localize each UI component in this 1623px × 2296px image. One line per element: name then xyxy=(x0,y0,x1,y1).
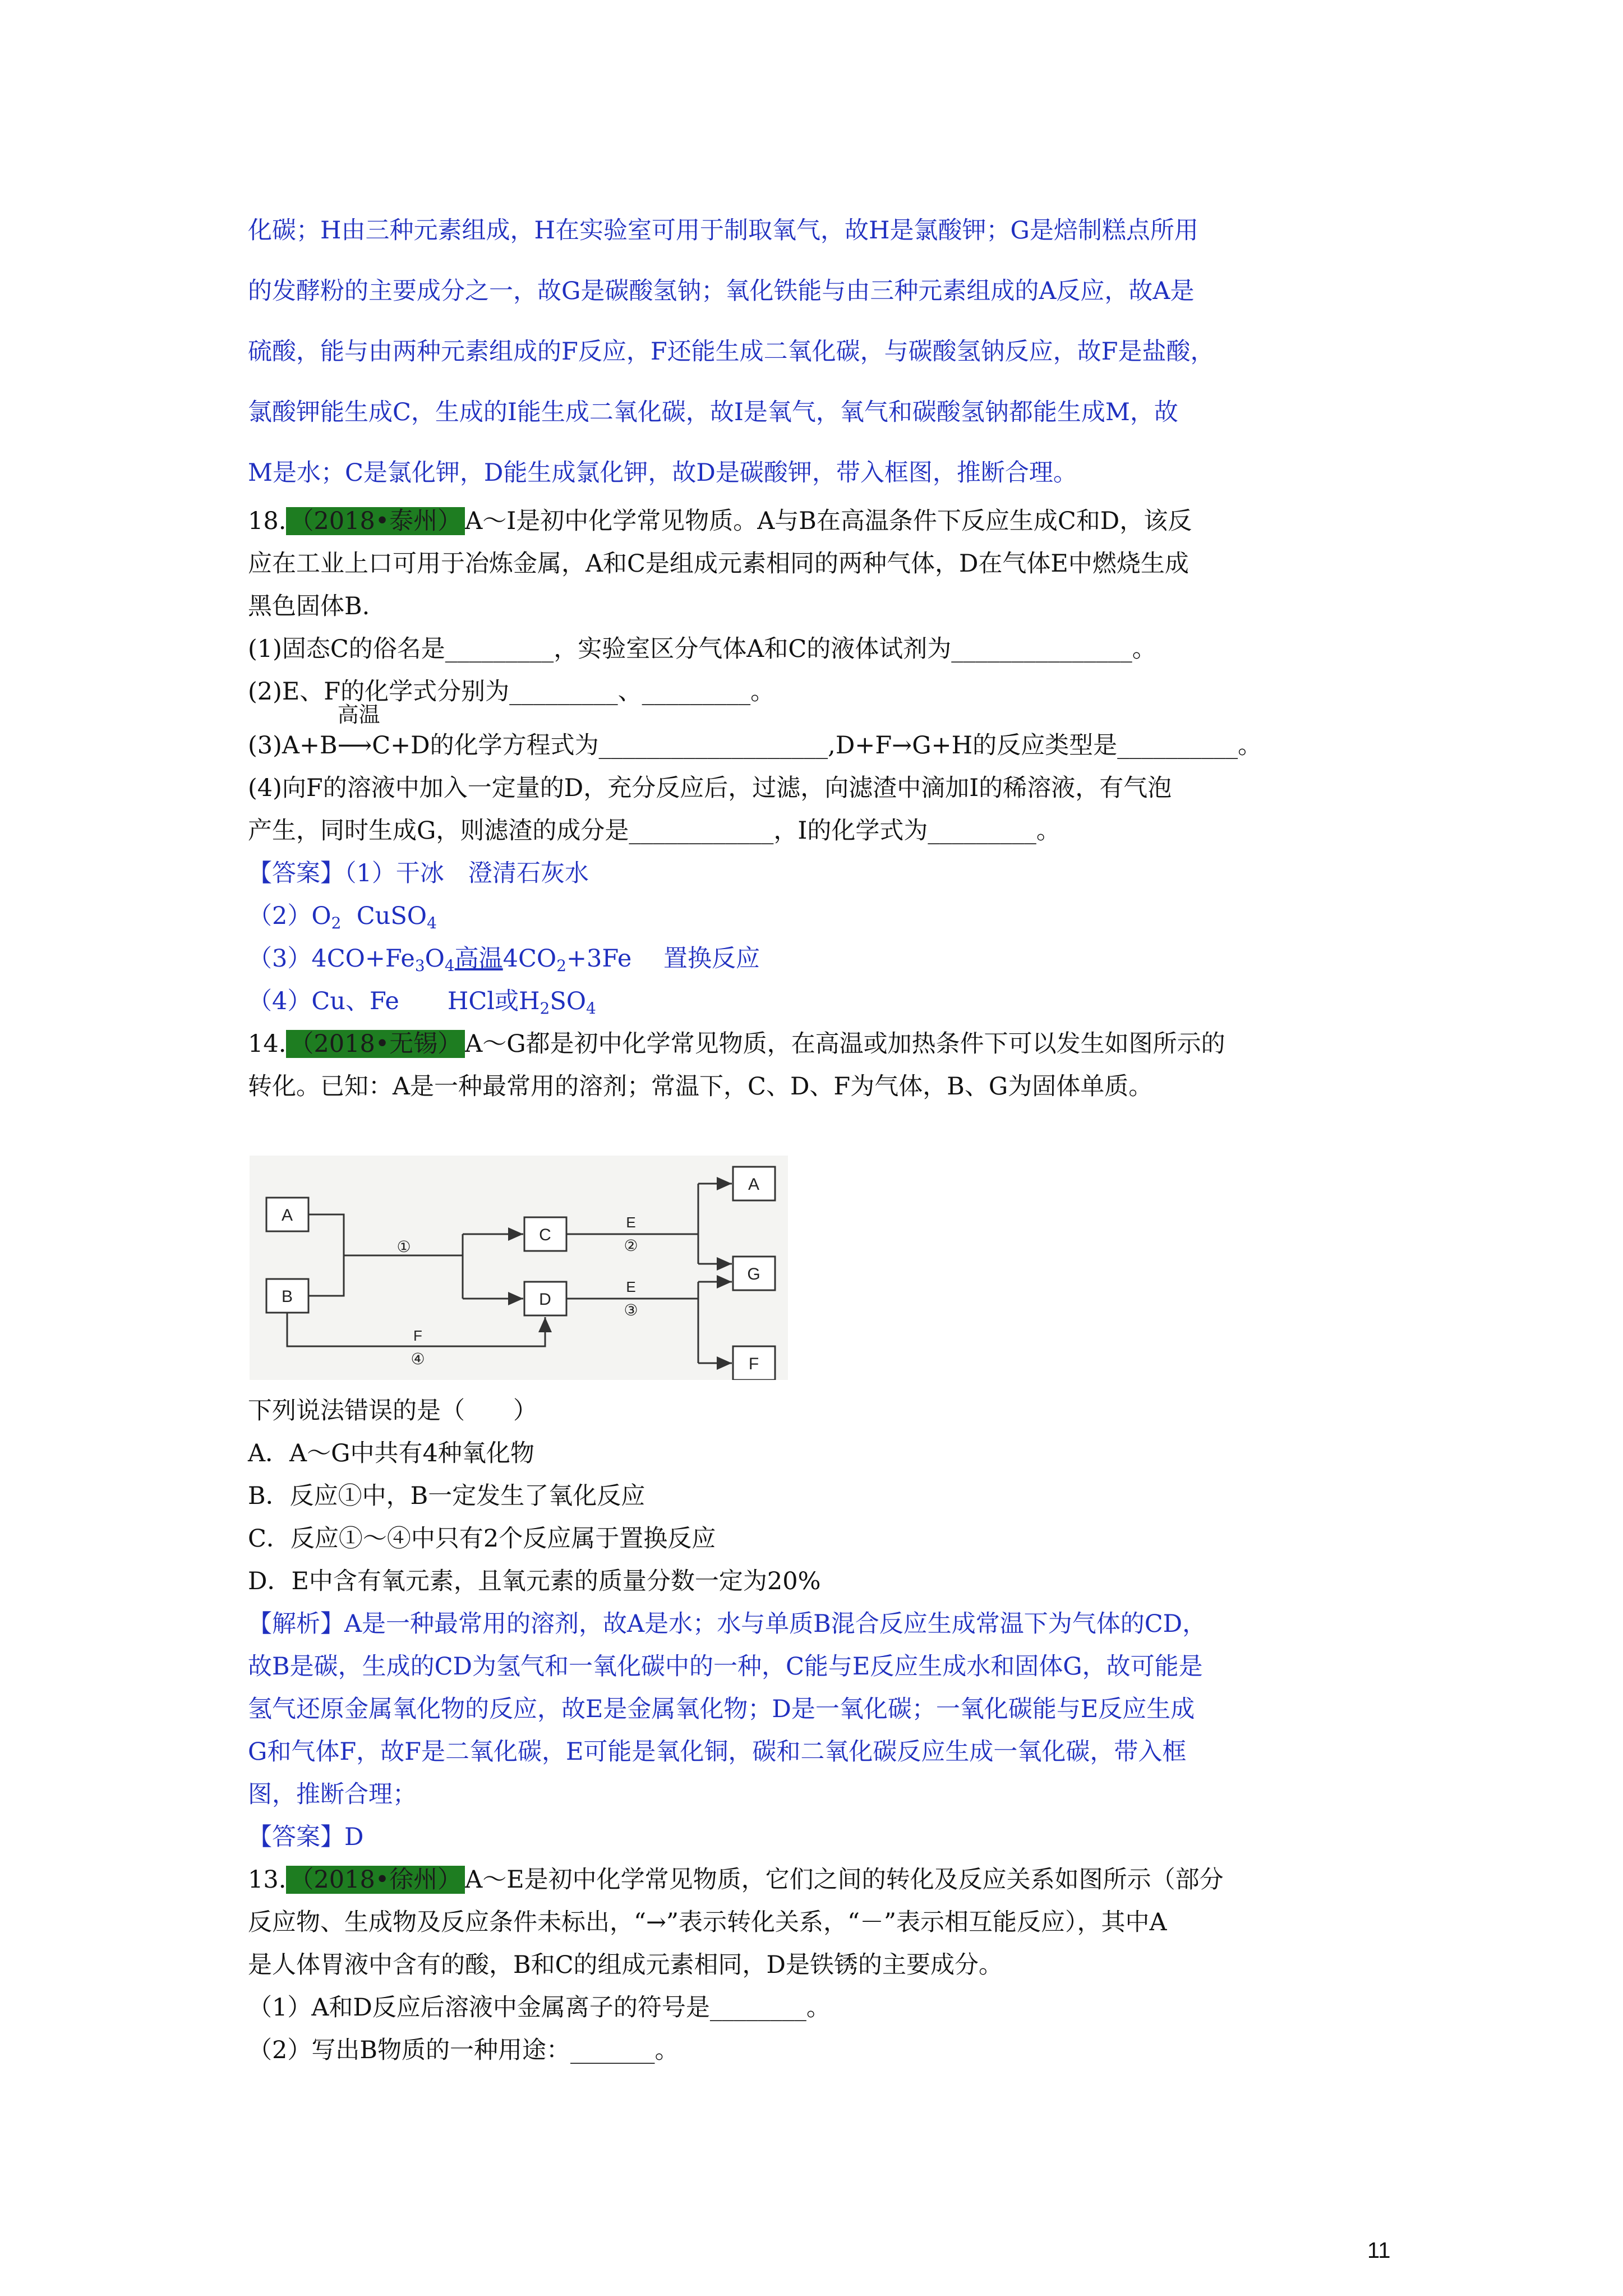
explanation-line: 化碳；H由三种元素组成，H在实验室可用于制取氧气，故H是氯酸钾；G是焙制糕点所用 xyxy=(248,217,1198,245)
q18-part-1: (1)固态C的俗名是_________，实验室区分气体A和C的液体试剂为_______________。 xyxy=(248,635,1156,663)
reaction-arrow: 高温 ⟶ xyxy=(337,702,380,760)
answer-label: 【答案】 xyxy=(248,1823,344,1851)
q18-stem-line: 应在工业上口可用于冶炼金属，A和C是组成元素相同的两种气体，D在气体E中燃烧生成 xyxy=(248,550,1189,578)
option-b: B．反应①中，B一定发生了氧化反应 xyxy=(248,1482,645,1510)
node-d: D xyxy=(539,1290,551,1309)
page-number: 11 xyxy=(1367,2238,1391,2263)
condition-label: 高温 xyxy=(454,945,503,973)
reagent-e-label: E xyxy=(626,1278,636,1295)
question-number: 18. xyxy=(248,507,287,535)
q14-explanation: 图，推断合理； xyxy=(248,1780,417,1809)
condition-label: 高温 xyxy=(337,702,380,727)
answer-label: 【答案】 xyxy=(248,859,344,887)
source-tag: （2018•泰州） xyxy=(286,507,465,535)
option-d: D．E中含有氧元素，且氧元素的质量分数一定为20% xyxy=(248,1567,821,1595)
q18-part-4: (4)向F的溶液中加入一定量的D，充分反应后，过滤，向滤渣中滴加I的稀溶液，有气泡 xyxy=(248,774,1172,802)
q14-stem-line: 14. （2018•无锡） A～G都是初中化学常见物质，在高温或加热条件下可以发生如图所示的 xyxy=(248,1030,1225,1058)
explanation-line: 的发酵粉的主要成分之一，故G是碳酸氢钠；氧化铁能与由三种元素组成的A反应，故A是 xyxy=(248,277,1195,305)
node-f: F xyxy=(748,1355,759,1373)
conversion-diagram xyxy=(250,1156,788,1380)
q13-stem-line: 反应物、生成物及反应条件未标出，“→”表示转化关系，“－”表示相互能反应），其中A xyxy=(248,1908,1167,1936)
q14-explanation: 氢气还原金属氧化物的反应，故E是金属氧化物；D是一氧化碳；一氧化碳能与E反应生成 xyxy=(248,1695,1195,1723)
q14-answer: 【答案】D xyxy=(248,1823,364,1851)
q13-part-2: （2）写出B物质的一种用途：_______。 xyxy=(248,2036,679,2064)
node-a: A xyxy=(281,1206,293,1225)
reaction-2-label: ② xyxy=(624,1237,638,1254)
question-number: 13. xyxy=(248,1866,287,1894)
q18-stem-line: 18. （2018•泰州） A～I是初中化学常见物质。A与B在高温条件下反应生成C和D，该反 xyxy=(248,507,1192,535)
q13-stem-line: 13. （2018•徐州） A～E是初中化学常见物质，它们之间的转化及反应关系如图所示（部分 xyxy=(248,1866,1224,1894)
q14-question: 下列说法错误的是（ ） xyxy=(248,1397,537,1425)
node-a-product: A xyxy=(748,1175,760,1194)
explanation-line: 氯酸钾能生成C，生成的I能生成二氧化碳，故I是氧气，氧气和碳酸氢钠都能生成M，故 xyxy=(248,398,1178,426)
q18-part-3: (3)A+B 高温 ⟶C+D的化学方程式为___________________,D+F→G+H的反应类型是__________。 xyxy=(248,702,1262,760)
q14-explanation: 故B是碳，生成的CD为氢气和一氧化碳中的一种，C能与E反应生成水和固体G，故可能是 xyxy=(248,1653,1203,1681)
q18-part-2: (2)E、F的化学式分别为_________、_________。 xyxy=(248,678,775,706)
q18-answer-3: $(3)4CO+Fe_3O_4$高温$4CO_2+3Fe$ 置换反应 xyxy=(248,945,760,975)
source-tag: （2018•无锡） xyxy=(286,1030,465,1058)
node-c: C xyxy=(539,1226,551,1244)
node-g: G xyxy=(747,1265,760,1283)
explanation-line: M是水；C是氯化钾，D能生成氯化钾，故D是碳酸钾，带入框图，推断合理。 xyxy=(248,459,1077,487)
node-b: B xyxy=(281,1287,293,1306)
reagent-f-label: F xyxy=(413,1327,422,1344)
reaction-1-label: ① xyxy=(396,1238,411,1255)
q14-explanation: G和气体F，故F是二氧化碳，E可能是氧化铜，碳和二氧化碳反应生成一氧化碳，带入框 xyxy=(248,1738,1187,1766)
explanation-line: 硫酸，能与由两种元素组成的F反应，F还能生成二氧化碳，与碳酸氢钠反应，故F是盐酸， xyxy=(248,338,1215,366)
q14-explanation: 【解析】A是一种最常用的溶剂，故A是水；水与单质B混合反应生成常温下为气体的CD， xyxy=(248,1610,1207,1638)
q13-part-1: （1）A和D反应后溶液中金属离子的符号是________。 xyxy=(248,1994,831,2022)
explanation-label: 【解析】 xyxy=(248,1610,344,1638)
q18-answer-2: $(2)O_2$ CuSO$_4$ xyxy=(248,902,437,932)
option-a: A．A～G中共有4种氧化物 xyxy=(248,1439,534,1467)
q18-answer: 【答案】（1）干冰 澄清石灰水 xyxy=(248,859,589,887)
question-number: 14. xyxy=(248,1030,287,1058)
reaction-3-label: ③ xyxy=(624,1301,638,1319)
q13-stem-line: 是人体胃液中含有的酸，B和C的组成元素相同，D是铁锈的主要成分。 xyxy=(248,1951,1003,1979)
q18-answer-4: （4）Cu、Fe HCl或$H_2SO_4$ xyxy=(248,987,596,1018)
q14-stem-line: 转化。已知：A是一种最常用的溶剂；常温下，C、D、F为气体，B、G为固体单质。 xyxy=(248,1073,1153,1101)
reaction-4-label: ④ xyxy=(411,1350,425,1368)
source-tag: （2018•徐州） xyxy=(286,1866,465,1894)
reagent-e-label: E xyxy=(626,1214,636,1231)
option-c: C．反应①～④中只有2个反应属于置换反应 xyxy=(248,1525,716,1553)
q18-part-4: 产生，同时生成G，则滤渣的成分是____________，I的化学式为_________。 xyxy=(248,817,1061,845)
q18-stem-line: 黑色固体B. xyxy=(248,592,370,620)
